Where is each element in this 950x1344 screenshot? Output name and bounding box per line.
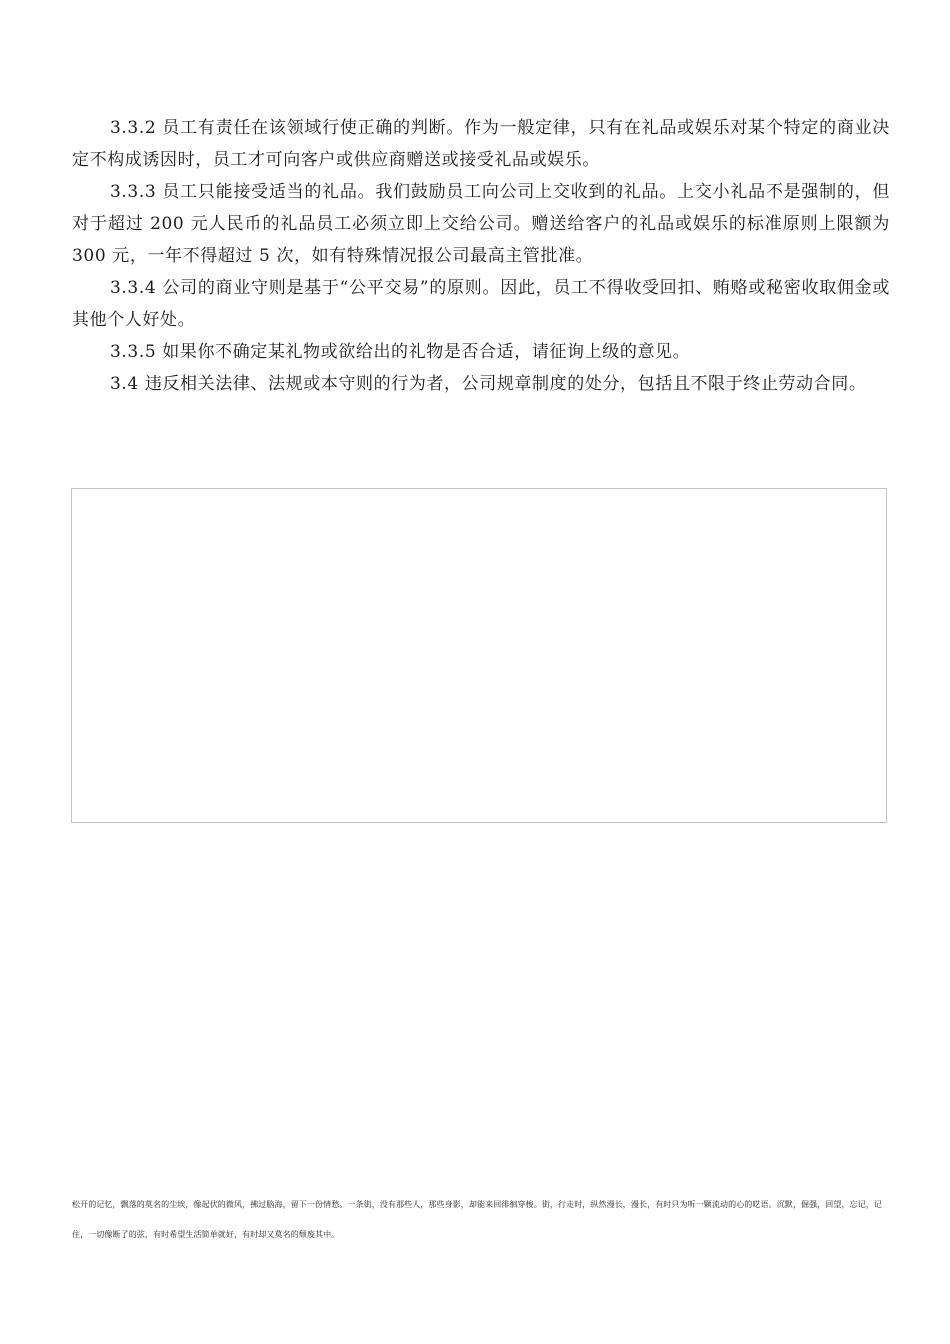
paragraph-3-3-5: 3.3.5 如果你不确定某礼物或欲给出的礼物是否合适，请征询上级的意见。 bbox=[110, 342, 691, 362]
document-body bbox=[72, 112, 890, 400]
paragraph-3-3-2: 3.3.2 员工有责任在该领域行使正确的判断。作为一般定律，只有在礼品或娱乐对某个特定的商业决定不构成诱因时，员工才可向客户或供应商赠送或接受礼品或娱乐。 bbox=[72, 118, 890, 170]
empty-frame bbox=[71, 488, 887, 823]
paragraph-3-4: 3.4 违反相关法律、法规或本守则的行为者，公司规章制度的处分，包括且不限于终止劳动合同。 bbox=[110, 374, 867, 394]
footer-note: 松开的记忆，飘落的莫名的尘埃，像起伏的微风，拂过脑海，留下一份情愁。一条街，没有那些人，那些身影，却能来回徘徊穿梭。街，行走时，纵然漫长，漫长，有时只为听一颗流动的心的呓语。沉默，倔强，回望，忘记，记住，一切像断了的弦，有时希望生活简单就好，有时却又莫名的颓废其中。 bbox=[72, 1200, 882, 1239]
paragraph-3-3-3: 3.3.3 员工只能接受适当的礼品。我们鼓励员工向公司上交收到的礼品。上交小礼品不是强制的，但对于超过 200 元人民币的礼品员工必须立即上交给公司。赠送给客户的礼品或娱乐的标准原则上限额为 300 元，一年不得超过 5 次，如有特殊情况报公司最高主管批准。 bbox=[72, 182, 890, 266]
paragraph-3-3-4: 3.3.4 公司的商业守则是基于“公平交易”的原则。因此，员工不得收受回扣、贿赂或秘密收取佣金或其他个人好处。 bbox=[72, 278, 890, 330]
